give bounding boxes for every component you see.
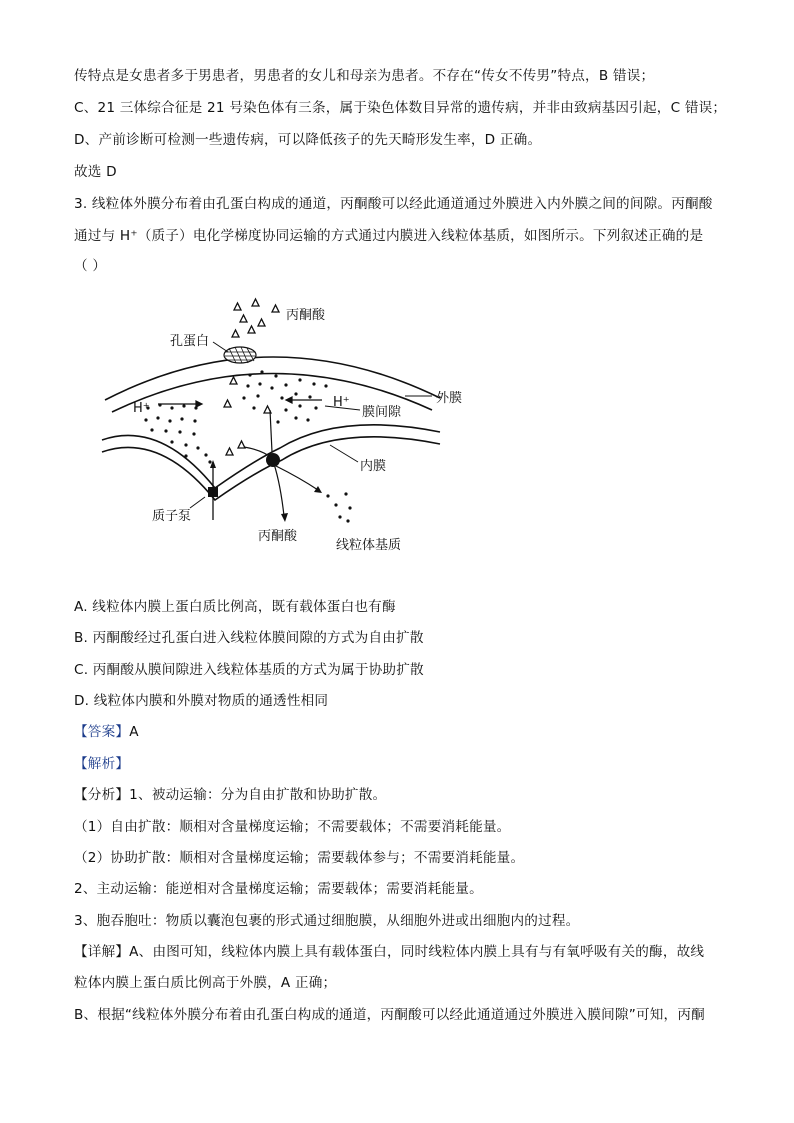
analysis-tag: 【解析】 xyxy=(74,756,130,772)
pyruvate-triangles-outside xyxy=(232,299,279,337)
inner-membrane-lower-line xyxy=(102,437,440,500)
analysis-line-2: （1）自由扩散：顺相对含量梯度运输；不需要载体；不需要消耗能量。 xyxy=(74,819,511,835)
label-outer-membrane: 外膜 xyxy=(436,391,463,406)
label-h-plus-right: H⁺ xyxy=(333,395,350,410)
question-line-1: 3. 线粒体外膜分布着由孔蛋白构成的通道，丙酮酸可以经此通道通过外膜进入内外膜之间的间隙。丙酮酸 xyxy=(74,196,713,212)
proton-dots-matrix xyxy=(326,492,351,522)
intro-line-3: D、产前诊断可检测一些遗传病，可以降低孩子的先天畸形发生率，D 正确。 xyxy=(74,132,542,148)
intro-line-1: 传特点是女患者多于男患者，男患者的女儿和母亲为患者。不存在“传女不传男”特点，B 错误； xyxy=(74,68,655,84)
label-pyruvate-top: 丙酮酸 xyxy=(286,308,326,323)
pyruvate-triangles-intermembrane xyxy=(224,377,271,455)
intro-line-2: C、21 三体综合征是 21 号染色体有三条，属于染色体数目异常的遗传病，并非由致病基因引起，C 错误； xyxy=(74,100,727,116)
proton-pump-leader xyxy=(190,497,205,508)
porin-channel xyxy=(224,347,256,363)
option-b: B. 丙酮酸经过孔蛋白进入线粒体膜间隙的方式为自由扩散 xyxy=(74,630,424,646)
analysis-line-3: （2）协助扩散：顺相对含量梯度运输；需要载体参与；不需要消耗能量。 xyxy=(74,850,525,866)
analysis-line-6: 【详解】A、由图可知，线粒体内膜上具有载体蛋白，同时线粒体内膜上具有与有氧呼吸有关的酶，故线 xyxy=(74,944,705,960)
analysis-line-5: 3、胞吞胞吐：物质以囊泡包裹的形式通过细胞膜，从细胞外进或出细胞内的过程。 xyxy=(74,913,580,929)
analysis-line-1: 【分析】1、被动运输：分为自由扩散和协助扩散。 xyxy=(74,787,387,803)
porin-label-leader xyxy=(213,342,228,352)
intro-line-4: 故选 D xyxy=(74,164,117,180)
label-matrix: 线粒体基质 xyxy=(336,538,402,553)
analysis-line-8: B、根据“线粒体外膜分布着由孔蛋白构成的通道，丙酮酸可以经此通道通过外膜进入膜间隙”可知，丙酮 xyxy=(74,1007,705,1023)
option-c: C. 丙酮酸从膜间隙进入线粒体基质的方式为属于协助扩散 xyxy=(74,662,424,678)
inner-membrane-leader xyxy=(330,445,358,462)
answer-line xyxy=(74,722,139,742)
label-intermembrane-space: 膜间隙 xyxy=(362,405,402,420)
label-proton-pump: 质子泵 xyxy=(152,509,192,524)
analysis-line-7: 粒体内膜上蛋白质比例高于外膜，A 正确； xyxy=(74,975,337,991)
answer-value: A xyxy=(129,724,139,740)
label-pyruvate-bottom: 丙酮酸 xyxy=(258,529,298,544)
question-line-2: 通过与 H⁺（质子）电化学梯度协同运输的方式通过内膜进入线粒体基质，如图所示。下列叙述正确的是 xyxy=(74,228,704,244)
option-d: D. 线粒体内膜和外膜对物质的通透性相同 xyxy=(74,693,329,709)
question-bracket: （ ） xyxy=(74,258,107,274)
label-inner-membrane: 内膜 xyxy=(360,459,387,474)
label-h-plus-left: H⁺ xyxy=(133,401,150,416)
label-porin: 孔蛋白 xyxy=(170,334,210,349)
answer-tag: 【答案】 xyxy=(74,724,130,740)
option-a: A. 线粒体内膜上蛋白质比例高，既有载体蛋白也有酶 xyxy=(74,599,396,615)
analysis-line-4: 2、主动运输：能逆相对含量梯度运输；需要载体；需要消耗能量。 xyxy=(74,881,483,897)
proton-import-arrow xyxy=(276,466,318,490)
